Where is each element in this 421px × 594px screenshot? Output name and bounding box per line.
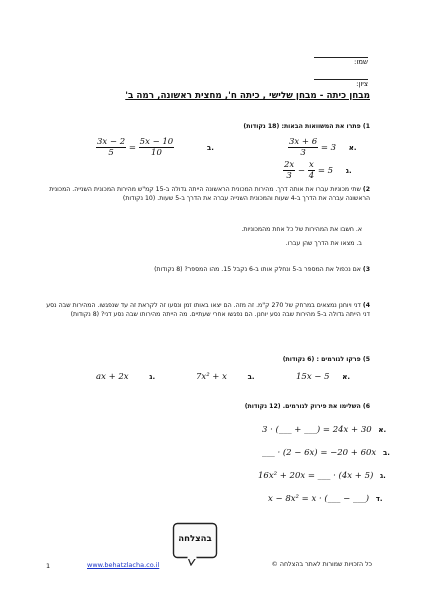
- name-line: [314, 49, 368, 58]
- q1-b-rhs-numerator: 5x − 10: [139, 137, 174, 147]
- q5-b-expression: 7x² + x: [196, 372, 227, 382]
- q5-a-expression: 15x − 5: [296, 372, 330, 382]
- question-5: [200, 356, 370, 365]
- q6-d-label: ד.: [375, 495, 383, 503]
- q5-a: [296, 372, 350, 382]
- question-2-part-b: ב. מצאו את הדרך שהן עברו.: [285, 240, 362, 247]
- q1-a-label: א.: [348, 144, 357, 152]
- q6-c-expression: 16x² + 20x = ___ · (4x + 5): [258, 471, 374, 481]
- q1-b-equation: [96, 137, 214, 158]
- q6-d: [268, 494, 383, 504]
- q1-b-label: ב.: [206, 144, 214, 152]
- q1-c-f2-numerator: x: [309, 160, 314, 170]
- q1-a-numerator: 3x + 6: [289, 137, 318, 147]
- q5-b: [196, 372, 255, 382]
- q6-b-expression: ___ · (2 − 6x) = −20 + 60x: [262, 448, 377, 458]
- q1-a-rhs: = 3: [320, 143, 337, 153]
- q5-a-label: א.: [342, 373, 351, 381]
- q1-c-f1-numerator: 2x: [284, 160, 295, 170]
- q1-c-minus: −: [297, 166, 306, 176]
- grade-label: ציון:: [356, 80, 368, 88]
- website-link[interactable]: www.behatzlacha.co.il: [87, 561, 160, 569]
- q1-c-label: ג.: [345, 167, 352, 175]
- question-1-text: פתרו את המשוואות הבאות: (18 נקודות): [243, 123, 361, 130]
- question-5-number: 5): [362, 356, 370, 363]
- grade-line: [314, 71, 368, 80]
- q6-d-expression: x − 8x² = x · (___ − ___): [268, 494, 370, 504]
- question-1: [120, 123, 370, 132]
- logo-text: בהצלחה: [178, 534, 212, 544]
- q1-b-lhs-numerator: 3x − 2: [97, 137, 126, 147]
- q5-b-label: ב.: [247, 373, 255, 381]
- q1-a-denominator: 3: [300, 148, 306, 158]
- question-2: [45, 186, 370, 203]
- q1-c-f1-denominator: 3: [286, 171, 292, 181]
- question-3-text: אם נכפול את המספר ב-5 ונחלק אותו ב-6 נקבל 15. מהו המספר? (8 נקודות): [154, 266, 361, 273]
- q6-a: [262, 425, 386, 435]
- q1-c-f2-denominator: 4: [308, 171, 315, 181]
- name-label: שמו:: [354, 58, 368, 66]
- q1-b-lhs-denominator: 5: [108, 148, 114, 158]
- page-number: 1: [46, 562, 51, 570]
- question-2-number: 2): [362, 186, 370, 193]
- logo-graphic: [172, 522, 218, 566]
- question-3: [60, 266, 370, 275]
- question-4-number: 4): [362, 302, 370, 309]
- q1-a-equation: [288, 137, 357, 158]
- q1-c-rhs: = 5: [317, 166, 334, 176]
- page-title: מבחן כיתה - מבחן שלישי , כיתה ח', מחצית ראשונה, רמה ב': [125, 91, 370, 101]
- q5-c-label: ג.: [149, 373, 156, 381]
- question-6: [180, 403, 370, 412]
- q1-c-equation: [283, 160, 352, 181]
- q6-b: [262, 448, 390, 458]
- q6-b-label: ב.: [382, 449, 390, 457]
- q5-c-expression: ax + 2x: [96, 372, 129, 382]
- behatzlacha-logo: [172, 522, 218, 566]
- question-4-text: דני ויוחנן נמצאים במרחק של 270 ק"מ. זה מזה. הם יצאו באותו זמן ונסעו זה לקראת זה עד שנפגשו. המהירות שבה נסע דני הייתה גדולה ב-5 מהירות שבה נסע יוחנן. הם נפגשו אחרי שעתיים. מה הייתה מהירותו שבה נסע דני? (8 נקודות): [46, 302, 370, 318]
- question-2-part-a: א. חשבו את המהירות של כל אחת מהמכוניות.: [241, 226, 362, 233]
- q6-c: [258, 471, 386, 481]
- q6-a-expression: 3 · (___ + ___) = 24x + 30: [262, 425, 372, 435]
- q1-b-rhs-denominator: 10: [151, 148, 162, 158]
- name-field: [300, 49, 368, 67]
- q5-c: [96, 372, 155, 382]
- question-2-text: שתי מכוניות עברו את אותה דרך. מהירות המכונית הראשונה הייתה גדולה ב-15 קמ"ש מהירות המכונית השנייה. המכונית הראשונה עברה את הדרך ב-4 שעות והמכונית השנייה עברה את הדרך ב-5 שעות. (10 נקודות): [49, 186, 370, 202]
- question-3-number: 3): [362, 266, 370, 273]
- q6-a-label: א.: [378, 426, 387, 434]
- question-1-number: 1): [362, 123, 370, 130]
- question-5-text: פרקו לגורמים : (6 נקודות): [282, 356, 361, 363]
- grade-field: [300, 71, 368, 89]
- q1-b-equals: =: [128, 143, 136, 153]
- copyright-notice: כל הזכויות שמורות לאתר בהצלחה ©: [271, 561, 372, 568]
- q6-c-label: ג.: [380, 472, 386, 480]
- question-4: [45, 302, 370, 319]
- question-6-number: 6): [362, 403, 370, 410]
- question-6-text: השלימו את פירוק לגורמים. (12 נקודות): [244, 403, 361, 410]
